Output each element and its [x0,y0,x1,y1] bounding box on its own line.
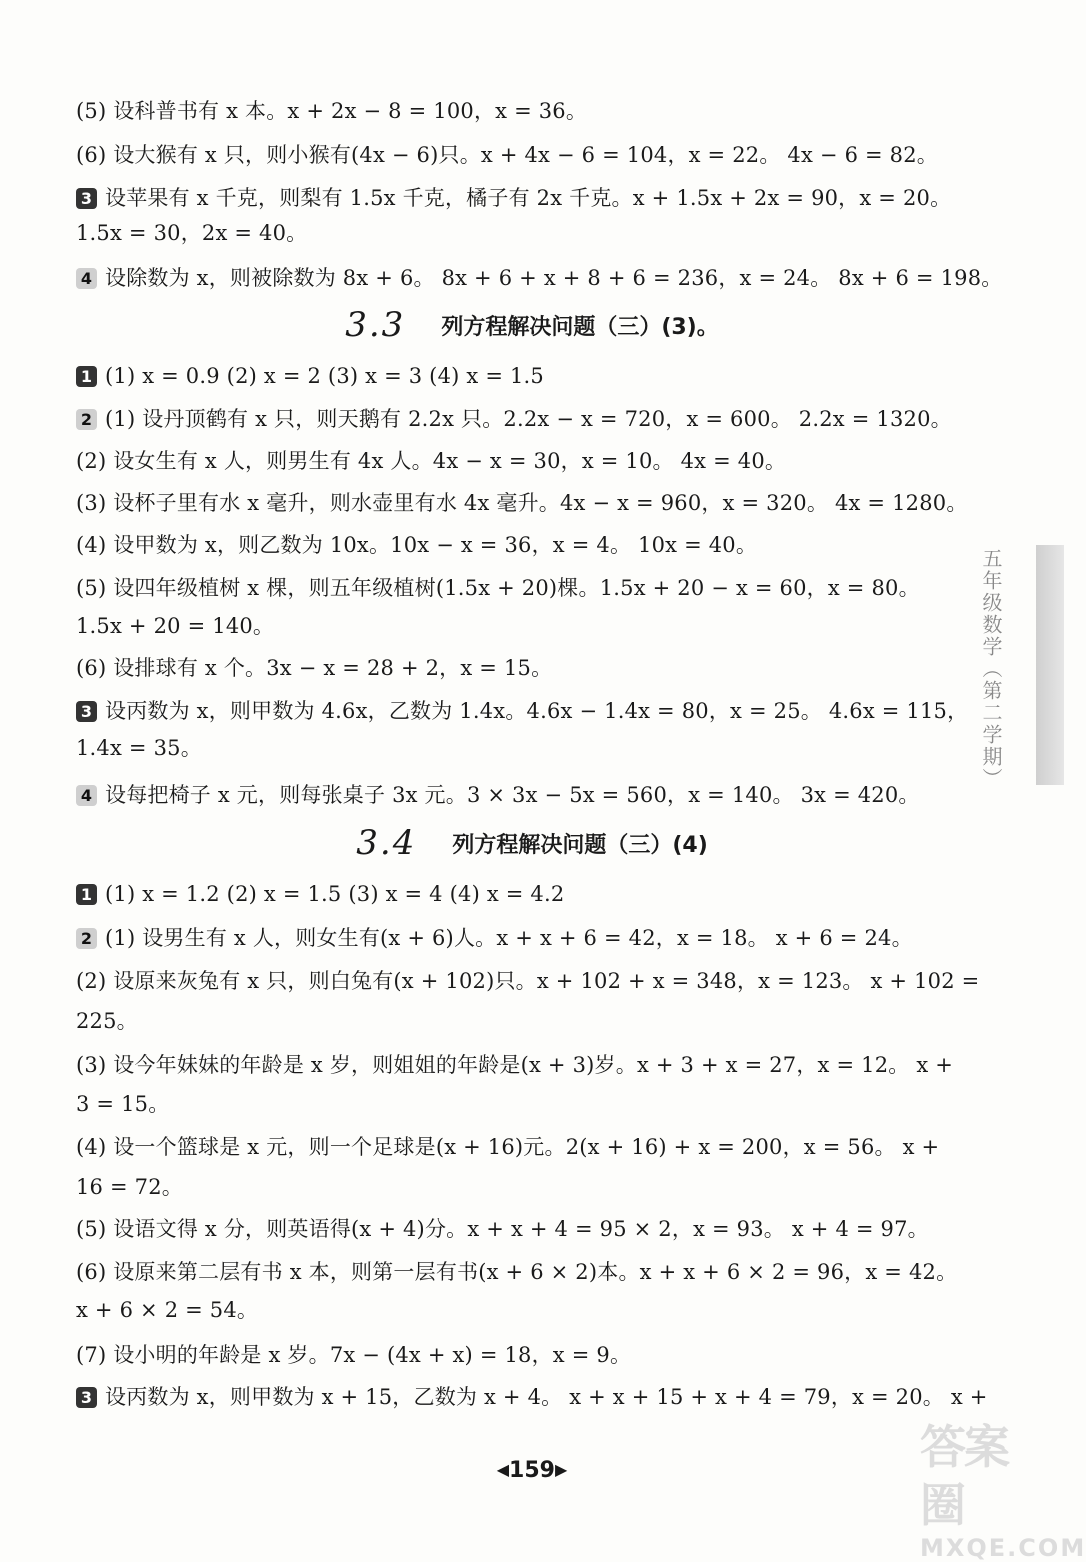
section-heading-3-4 [0,823,1064,863]
side-book-title: 五年级数学（第二学期） [979,548,1003,790]
answer-line: 4 设每把椅子 x 元，则每张桌子 3x 元。3 × 3x − 5x = 560，x = 140。 3x = 420。 [76,781,920,809]
section-number: 3.3 [345,305,406,345]
watermark [920,1418,1086,1562]
answer-line: 1.5x = 30，2x = 40。 [76,221,308,245]
answer-line: 2 (1) 设男生有 x 人，则女生有(x + 6)人。x + x + 6 = 42，x = 18。 x + 6 = 24。 [76,924,913,952]
question-badge: 2 [76,928,97,949]
question-badge: 4 [76,785,97,806]
section-title: 列方程解决问题（三）(3) [441,315,697,340]
right-arrow-icon: ▶ [554,1460,568,1479]
answer-line: 1.5x + 20 = 140。 [76,614,275,638]
answer-line: (3) 设今年妹妹的年龄是 x 岁，则姐姐的年龄是(x + 3)岁。x + 3 + x = 27，x = 12。 x + [76,1053,954,1077]
question-badge: 1 [76,366,97,387]
answer-line: (5) 设四年级植树 x 棵，则五年级植树(1.5x + 20)棵。1.5x + 20 − x = 60，x = 80。 [76,576,920,600]
question-badge: 3 [76,1387,97,1408]
answer-line: (7) 设小明的年龄是 x 岁。7x − (4x + x) = 18，x = 9。 [76,1343,632,1367]
question-badge: 2 [76,409,97,430]
page-number: ◀159▶ [496,1458,568,1483]
answer-line: (4) 设一个篮球是 x 元，则一个足球是(x + 16)元。2(x + 16) + x = 200，x = 56。 x + [76,1135,940,1159]
answer-line: (5) 设科普书有 x 本。x + 2x − 8 = 100，x = 36。 [76,99,588,123]
side-tab [1036,545,1064,785]
question-badge: 3 [76,188,97,209]
answer-line: (6) 设排球有 x 个。3x − x = 28 + 2，x = 15。 [76,656,553,680]
section-number: 3.4 [356,823,417,863]
answer-line: 225。 [76,1009,138,1033]
answer-line: 1 (1) x = 0.9 (2) x = 2 (3) x = 3 (4) x = 1.5 [76,362,544,390]
section-heading-3-3: 3.3 列方程解决问题（三）(3)。 [345,305,719,345]
answer-line: 1 (1) x = 1.2 (2) x = 1.5 (3) x = 4 (4) x = 4.2 [76,880,564,908]
answer-line: 16 = 72。 [76,1175,183,1199]
question-badge: 1 [76,884,97,905]
answer-line: (6) 设原来第二层有书 x 本，则第一层有书(x + 6 × 2)本。x + x + 6 × 2 = 96，x = 42。 [76,1260,958,1284]
answer-line: x + 6 × 2 = 54。 [76,1298,259,1322]
answer-line: (4) 设甲数为 x，则乙数为 10x。10x − x = 36，x = 4。 10x = 40。 [76,533,758,557]
answer-line: 1.4x = 35。 [76,736,202,760]
question-badge: 4 [76,268,97,289]
answer-line: 4 设除数为 x，则被除数为 8x + 6。 8x + 6 + x + 8 + 6 = 236，x = 24。 8x + 6 = 198。 [76,264,1002,292]
answer-line: 3 设丙数为 x，则甲数为 x + 15，乙数为 x + 4。 x + x + 15 + x + 4 = 79，x = 20。 x + [76,1383,988,1411]
answer-line: (2) 设女生有 x 人，则男生有 4x 人。4x − x = 30，x = 10。 4x = 40。 [76,449,787,473]
watermark-logo: 答案圈 [920,1420,1008,1532]
watermark-url: MXQE.COM [920,1534,1086,1562]
left-arrow-icon: ◀ [496,1460,510,1479]
answer-line: (6) 设大猴有 x 只，则小猴有(4x − 6)只。x + 4x − 6 = 104，x = 22。 4x − 6 = 82。 [76,143,939,167]
section-title: 列方程解决问题（三）(4) [452,833,708,858]
answer-line: (5) 设语文得 x 分，则英语得(x + 4)分。x + x + 4 = 95 × 2，x = 93。 x + 4 = 97。 [76,1217,929,1241]
answer-line: 2 (1) 设丹顶鹤有 x 只，则天鹅有 2.2x 只。2.2x − x = 720，x = 600。 2.2x = 1320。 [76,405,952,433]
answer-line: 3 设苹果有 x 千克，则梨有 1.5x 千克，橘子有 2x 千克。x + 1.5x + 2x = 90，x = 20。 [76,184,951,212]
answer-line: (3) 设杯子里有水 x 毫升，则水壶里有水 4x 毫升。4x − x = 960，x = 320。 4x = 1280。 [76,491,968,515]
answer-line: 3 设丙数为 x，则甲数为 4.6x，乙数为 1.4x。4.6x − 1.4x = 80，x = 25。 4.6x = 115， [76,697,968,725]
question-badge: 3 [76,701,97,722]
answer-line: 3 = 15。 [76,1092,170,1116]
answer-line: (2) 设原来灰兔有 x 只，则白兔有(x + 102)只。x + 102 + x = 348，x = 123。 x + 102 = [76,969,980,993]
